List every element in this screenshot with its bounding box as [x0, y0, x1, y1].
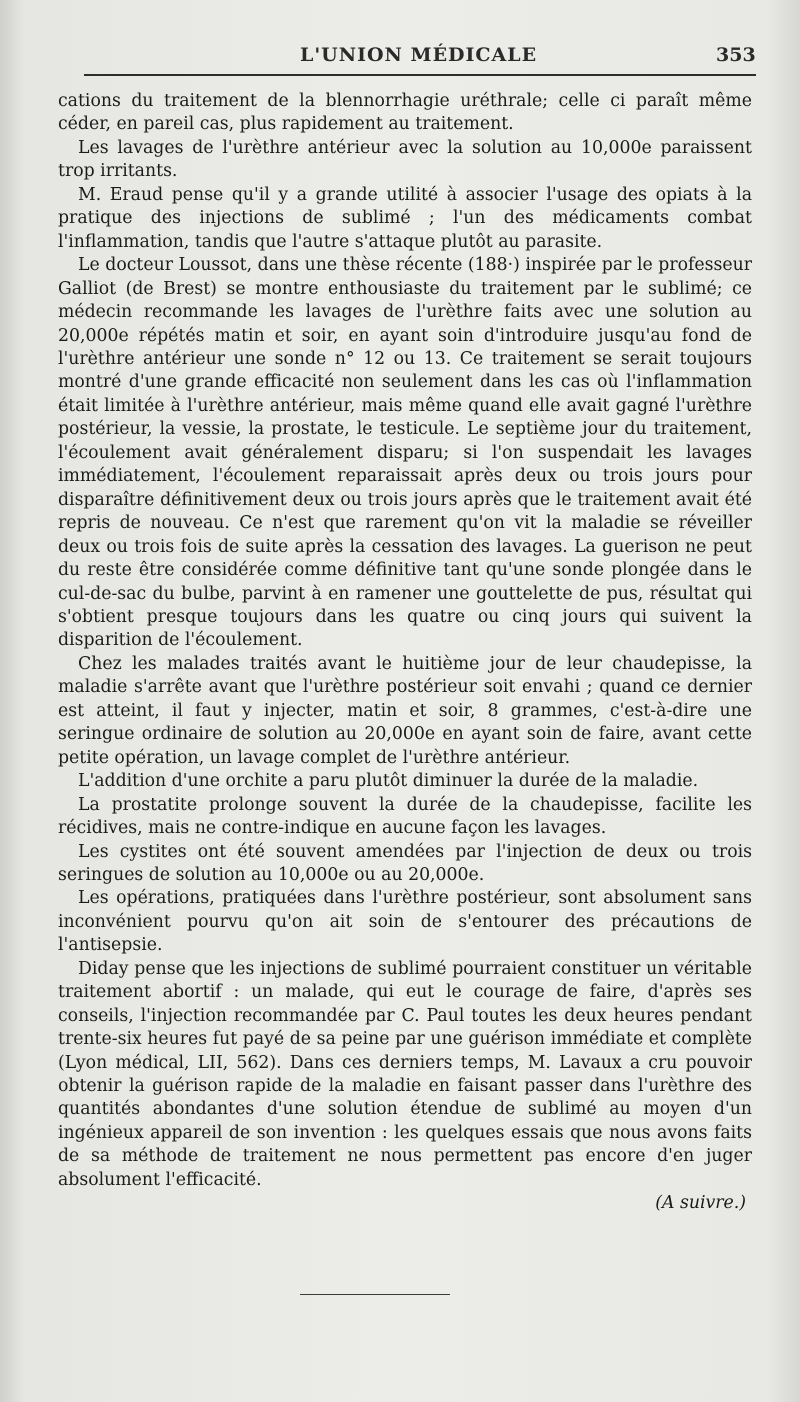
running-head	[0, 44, 800, 76]
paragraph: cations du traitement de la blennorrhagie uréthrale; celle ci paraît même céder, en pareil cas, plus rapidement au traitement.	[58, 91, 752, 135]
paragraph: Les opérations, pratiquées dans l'urèthre postérieur, sont absolument sans inconvénient pourvu qu'on ait soin de s'entourer des précautions de l'antisepsie.	[58, 888, 752, 956]
article-body	[58, 90, 752, 1216]
journal-title: L'UNION MÉDICALE	[300, 44, 538, 66]
paragraph: La prostatite prolonge souvent la durée de la chaudepisse, facilite les récidives, mais ne contre-indique en aucune façon les lavages.	[58, 794, 752, 839]
page-number: 353	[716, 44, 756, 66]
paragraph: Les cystites ont été souvent amendées par l'injection de deux ou trois seringues de solution au 10,000e ou au 20,000e.	[58, 841, 752, 885]
paragraph: Les lavages de l'urèthre antérieur avec la solution au 10,000e paraissent trop irritants.	[58, 137, 752, 182]
paragraph: L'addition d'une orchite a paru plutôt diminuer la durée de la maladie.	[78, 771, 699, 792]
paragraph: Diday pense que les injections de sublimé pourraient constituer un véritable traitement abortif : un malade, qui eut le courage de faire, d'après ses conseils, l'injection recommandée par C. Paul toutes les deux heures pendant trente-six heures fut payé de sa peine par une guérison immédiate et complète (Lyon médical, LII, 562). Dans ces derniers temps, M. Lavaux a cru pouvoir obtenir la guérison rapide de la maladie en faisant passer dans l'urèthre des quantités abondantes d'une solution étendue de sublimé au moyen d'un ingénieux appareil de son invention : les quelques essais que nous avons faits de sa méthode de traitement ne nous permettent pas encore d'en juger absolument l'efficacité.	[58, 958, 752, 1190]
paragraph: M. Eraud pense qu'il y a grande utilité à associer l'usage des opiats à la pratique des injections de sublimé ; l'un des médicaments combat l'inflammation, tandis que l'autre s'attaque plutôt au parasite.	[58, 184, 752, 252]
header-rule	[84, 74, 756, 76]
paragraph: Le docteur Loussot, dans une thèse récente (188·) inspirée par le professeur Galliot (de Brest) se montre enthousiaste du traitement par le sublimé; ce médecin recommande les lavages de l'urèthre faits avec une solution au 20,000e répétés matin et soir, en ayant soin d'introduire jusqu'au fond de l'urèthre antérieur une sonde n° 12 ou 13. Ce traitement se serait toujours montré d'une grande efficacité non seulement dans les cas où l'inflammation était limitée à l'urèthre antérieur, mais même quand elle avait gagné l'urèthre postérieur, la vessie, la prostate, le testicule. Le septième jour du traitement, l'écoulement avait généralement disparu; si l'on suspendait les lavages immédiatement, l'écoulement reparaissait après deux ou trois jours pour disparaître définitivement deux ou trois jours après que le traitement avait été repris de nouveau. Ce n'est que rarement qu'on vit la maladie se réveiller deux ou trois fois de suite après la cessation des lavages. La guerison ne peut du reste être considérée comme définitive tant qu'une sonde plongée dans le cul-de-sac du bulbe, parvint à en ramener une gouttelette de pus, résultat qui s'obtient presque toujours dans les quatre ou cinq jours qui suivent la disparition de l'écoulement.	[58, 255, 752, 651]
to-be-continued-note: (A suivre.)	[655, 1193, 746, 1214]
end-rule	[300, 1294, 450, 1295]
paragraph: Chez les malades traités avant le huitième jour de leur chaudepisse, la maladie s'arrête avant que l'urèthre postérieur soit envahi ; quand ce dernier est atteint, il faut y injecter, matin et soir, 8 grammes, c'est-à-dire une seringue ordinaire de solution au 20,000e en ayant soin de faire, avant cette petite opération, un lavage complet de l'urèthre antérieur.	[58, 653, 752, 768]
